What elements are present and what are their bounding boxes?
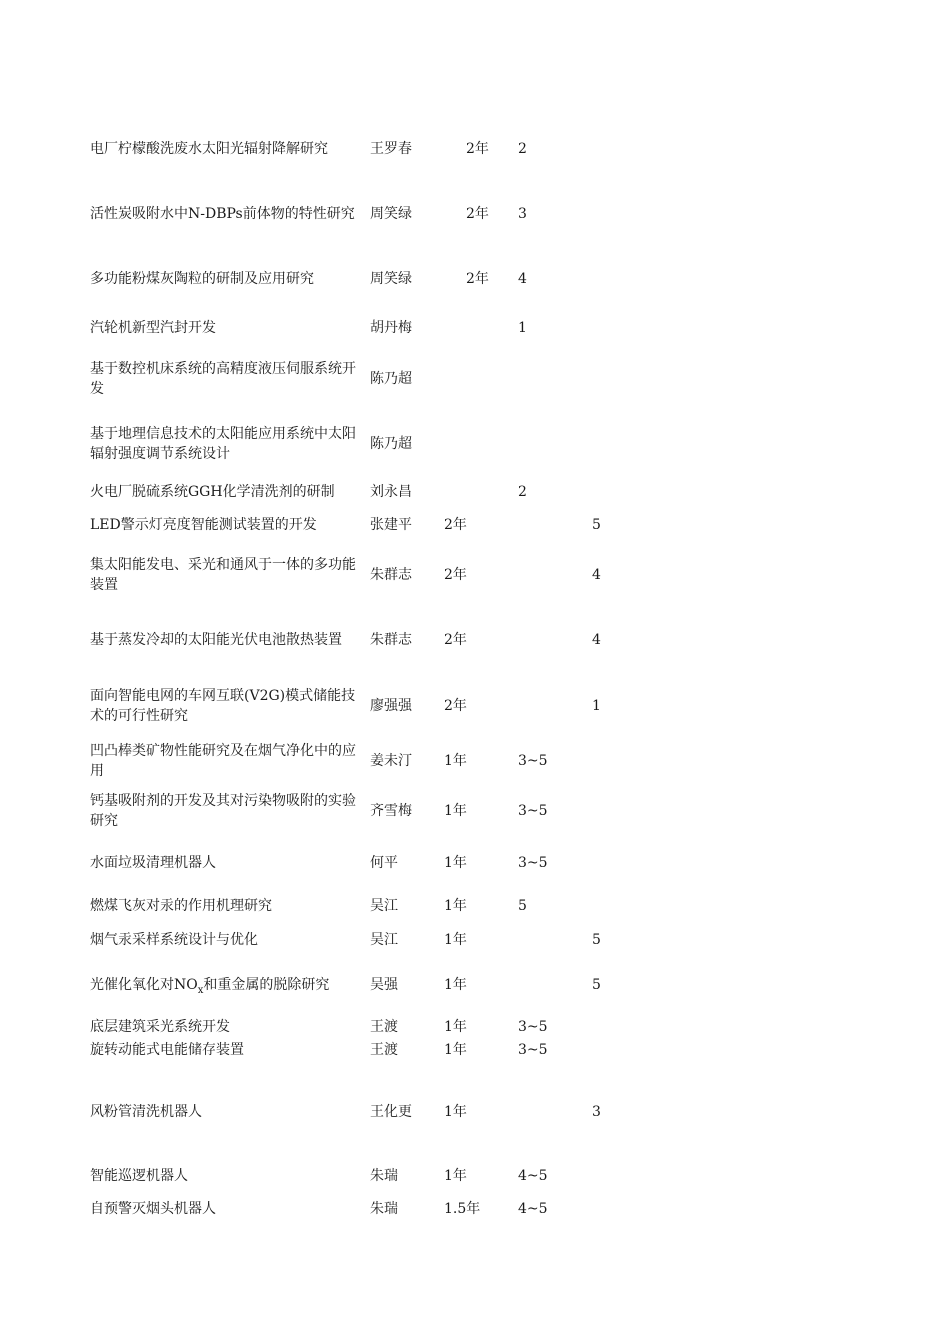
project-count-a (518, 515, 578, 535)
project-duration: 1年 (444, 1042, 467, 1058)
table-row (0, 424, 950, 464)
project-title: 钙基吸附剂的开发及其对污染物吸附的实验研究 (90, 793, 356, 829)
project-title: 基于数控机床系统的高精度液压伺服系统开发 (90, 361, 356, 397)
project-title: 汽轮机新型汽封开发 (90, 320, 216, 336)
project-count-b (592, 741, 632, 781)
project-count-a: 4 (518, 271, 527, 287)
project-count-b (592, 1199, 632, 1219)
project-duration (444, 424, 514, 464)
project-duration: 2年 (444, 698, 467, 714)
project-title: 基于蒸发冷却的太阳能光伏电池散热装置 (90, 632, 342, 648)
project-title: 自预警灭烟头机器人 (90, 1201, 216, 1217)
project-title: 智能巡逻机器人 (90, 1168, 188, 1184)
project-duration: 2年 (444, 632, 467, 648)
project-duration: 2年 (466, 271, 489, 287)
table-row (0, 269, 950, 289)
project-count-a: 1 (518, 320, 527, 336)
project-count-b (592, 424, 632, 464)
project-title: 面向智能电网的车网互联(V2G)模式储能技术的可行性研究 (90, 688, 356, 724)
project-title: 旋转动能式电能储存装置 (90, 1042, 244, 1058)
table-row (0, 741, 950, 781)
project-count-b: 5 (592, 977, 601, 993)
project-duration: 2年 (466, 206, 489, 222)
table-row (0, 482, 950, 502)
project-lead: 吴江 (370, 898, 398, 914)
project-title: 基于地理信息技术的太阳能应用系统中太阳辐射强度调节系统设计 (90, 426, 356, 462)
project-count-b (592, 791, 632, 831)
project-count-b (592, 1017, 632, 1037)
project-lead: 朱群志 (370, 632, 412, 648)
table-row (0, 686, 950, 726)
project-lead: 张建平 (370, 517, 412, 533)
table-row (0, 318, 950, 338)
project-lead: 朱瑞 (370, 1201, 398, 1217)
project-title: 水面垃圾清理机器人 (90, 855, 216, 871)
project-duration (444, 318, 514, 338)
table-row (0, 1102, 950, 1122)
project-lead: 周笑绿 (370, 206, 412, 222)
project-duration: 1年 (444, 977, 467, 993)
project-lead: 朱群志 (370, 567, 412, 583)
project-count-b (592, 359, 632, 399)
project-duration: 1年 (444, 932, 467, 948)
table-row (0, 359, 950, 399)
table-row (0, 791, 950, 831)
project-count-b (592, 269, 632, 289)
project-count-b (592, 1040, 632, 1060)
project-duration: 1年 (444, 1168, 467, 1184)
project-count-b: 5 (592, 932, 601, 948)
table-row (0, 1199, 950, 1219)
table-row (0, 620, 950, 660)
table-row (0, 1040, 950, 1060)
project-count-b (592, 896, 632, 916)
project-title: 火电厂脱硫系统GGH化学清洗剂的研制 (90, 484, 335, 500)
project-lead: 陈乃超 (370, 371, 412, 387)
project-count-a (518, 359, 578, 399)
project-title: 燃煤飞灰对汞的作用机理研究 (90, 898, 272, 914)
project-count-b (592, 482, 632, 502)
project-lead: 陈乃超 (370, 436, 412, 452)
project-count-a (518, 620, 578, 660)
project-count-b (592, 1166, 632, 1186)
project-title: 烟气汞采样系统设计与优化 (90, 932, 258, 948)
project-lead: 吴江 (370, 932, 398, 948)
project-lead: 王罗春 (370, 141, 412, 157)
project-lead: 吴强 (370, 977, 398, 993)
project-lead: 朱瑞 (370, 1168, 398, 1184)
project-count-a: 2 (518, 484, 527, 500)
project-count-b: 5 (592, 517, 601, 533)
table-row (0, 515, 950, 535)
project-count-a: 3~5 (518, 1019, 548, 1035)
project-duration: 1年 (444, 1104, 467, 1120)
project-title: 光催化氧化对$NO_x$和重金属的脱除研究 (90, 977, 330, 996)
project-count-b: 4 (592, 632, 601, 648)
project-duration: 1.5年 (444, 1201, 481, 1217)
project-title: 集太阳能发电、采光和通风于一体的多功能装置 (90, 557, 356, 593)
project-lead: 周笑绿 (370, 271, 412, 287)
table-row (0, 896, 950, 916)
project-title: 凹凸棒类矿物性能研究及在烟气净化中的应用 (90, 743, 356, 779)
project-lead: 姜未汀 (370, 753, 412, 769)
project-title: 多功能粉煤灰陶粒的研制及应用研究 (90, 271, 314, 287)
project-count-a (518, 975, 578, 995)
project-count-a (518, 1102, 578, 1122)
project-count-a: 3~5 (518, 1042, 548, 1058)
project-duration (444, 359, 514, 399)
project-count-b: 4 (592, 567, 601, 583)
project-lead: 齐雪梅 (370, 803, 412, 819)
project-count-a: 3~5 (518, 753, 548, 769)
project-count-b (592, 129, 632, 169)
table-row (0, 930, 950, 950)
project-lead: 胡丹梅 (370, 320, 412, 336)
project-title: 电厂柠檬酸洗废水太阳光辐射降解研究 (90, 141, 328, 157)
project-lead: 王渡 (370, 1042, 398, 1058)
project-lead: 王渡 (370, 1019, 398, 1035)
project-duration: 2年 (444, 567, 467, 583)
project-duration: 1年 (444, 753, 467, 769)
project-count-a: 4~5 (518, 1201, 548, 1217)
table-row (0, 975, 950, 995)
project-count-a: 4~5 (518, 1168, 548, 1184)
project-count-b: 3 (592, 1104, 601, 1120)
project-duration: 1年 (444, 855, 467, 871)
project-lead: 刘永昌 (370, 484, 412, 500)
project-count-b (592, 853, 632, 873)
table-row (0, 853, 950, 873)
project-title: 风粉管清洗机器人 (90, 1104, 202, 1120)
project-duration: 2年 (444, 517, 467, 533)
project-count-a (518, 555, 578, 595)
project-count-b (592, 318, 632, 338)
project-duration: 1年 (444, 1019, 467, 1035)
project-lead: 廖强强 (370, 698, 412, 714)
project-count-a: 2 (518, 141, 527, 157)
project-count-a: 3 (518, 206, 527, 222)
table-row (0, 555, 950, 595)
table-row (0, 194, 950, 234)
table-row (0, 1017, 950, 1037)
project-duration: 1年 (444, 898, 467, 914)
project-title: 底层建筑采光系统开发 (90, 1019, 230, 1035)
project-count-a: 5 (518, 898, 527, 914)
project-title: LED警示灯亮度智能测试装置的开发 (90, 517, 317, 533)
project-count-a (518, 686, 578, 726)
project-count-a: 3~5 (518, 803, 548, 819)
project-title: 活性炭吸附水中N-DBPs前体物的特性研究 (90, 206, 355, 222)
project-count-a: 3~5 (518, 855, 548, 871)
project-duration (444, 482, 514, 502)
table-row (0, 1166, 950, 1186)
project-count-a (518, 930, 578, 950)
project-count-a (518, 424, 578, 464)
project-count-b (592, 194, 632, 234)
project-lead: 王化更 (370, 1104, 412, 1120)
project-duration: 1年 (444, 803, 467, 819)
project-lead: 何平 (370, 855, 398, 871)
table-row (0, 129, 950, 169)
project-count-b: 1 (592, 698, 601, 714)
project-duration: 2年 (466, 141, 489, 157)
